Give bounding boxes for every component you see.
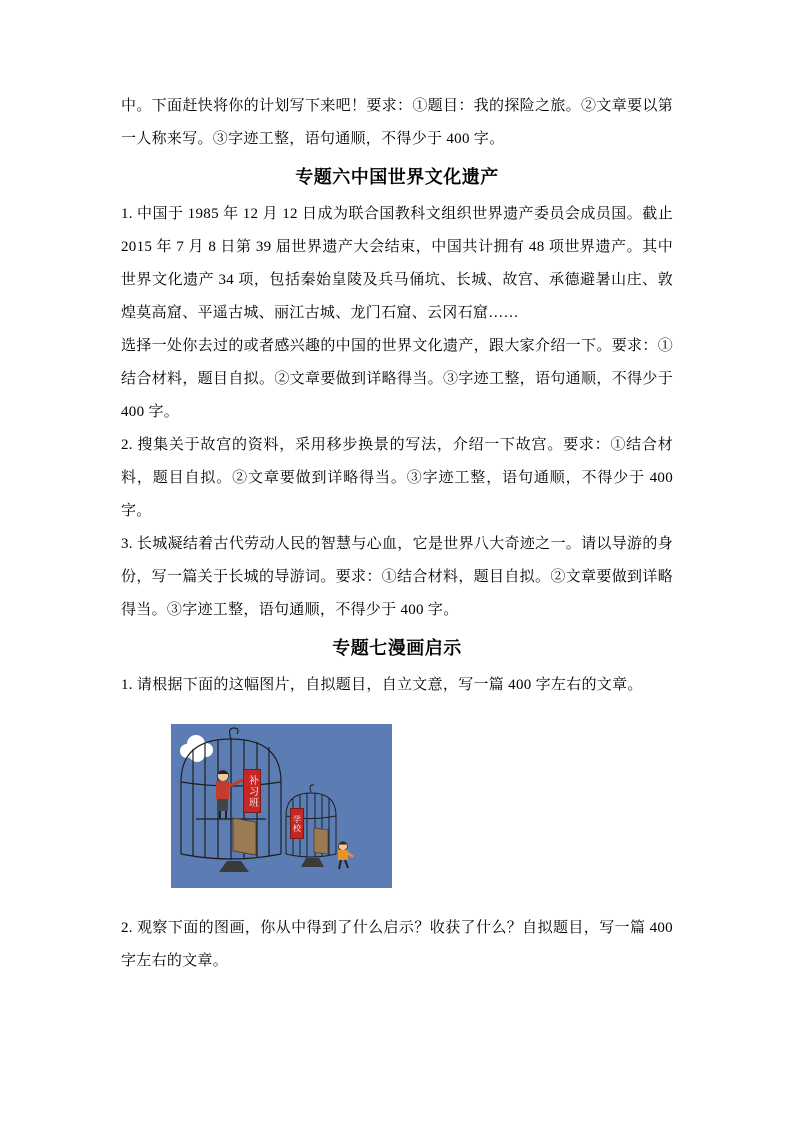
small-cage-pedestal bbox=[301, 858, 324, 867]
section6-title: 专题六中国世界文化遗产 bbox=[295, 167, 499, 187]
section6-paragraph-1: 1. 中国于 1985 年 12 月 12 日成为联合国教科文组织世界遗产委员会成员国。截止 2015 年 7 月 8 日第 39 届世界遗产大会结束，中国共计拥有 48 项世界遗产。其中世界文化遗产 34 项，包括秦始皇陵及兵马俑坑、长城、故宫、承德避暑山庄、敦煌莫高窟、平遥古城、丽江古城、龙门石窟、云冈石窟…… bbox=[121, 206, 673, 321]
cartoon-illustration bbox=[171, 724, 392, 888]
section7-paragraph-2: 2. 观察下面的图画，你从中得到了什么启示？收获了什么？自拟题目，写一篇 400 字左右的文章。 bbox=[121, 920, 673, 969]
paragraph-intro: 中。下面赶快将你的计划写下来吧！要求：①题目：我的探险之旅。②文章要以第一人称来写。③字迹工整，语句通顺，不得少于 400 字。 bbox=[121, 98, 673, 147]
large-birdcage bbox=[181, 728, 281, 860]
caged-person bbox=[216, 771, 243, 820]
large-cage-door bbox=[233, 818, 256, 855]
cram-school-sign: 补习班 bbox=[243, 769, 261, 813]
small-cage-door bbox=[314, 828, 328, 854]
section7-paragraph-1: 1. 请根据下面的这幅图片，自拟题目，自立文意，写一篇 400 字左右的文章。 bbox=[121, 677, 643, 693]
section6-paragraph-3: 2. 搜集关于故宫的资料，采用移步换景的写法，介绍一下故宫。要求：①结合材料，题目自拟。②文章要做到详略得当。③字迹工整，语句通顺，不得少于 400 字。 bbox=[121, 437, 673, 519]
cartoon-line-art bbox=[171, 724, 392, 888]
cloud-icon bbox=[180, 735, 213, 762]
section7-title: 专题七漫画启示 bbox=[332, 638, 462, 658]
section6-paragraph-4: 3. 长城凝结着古代劳动人民的智慧与心血，它是世界八大奇迹之一。请以导游的身份，写一篇关于长城的导游词。要求：①结合材料，题目自拟。②文章要做到详略得当。③字迹工整，语句通顺，不得少于 400 字。 bbox=[121, 536, 673, 618]
large-cage-pedestal bbox=[219, 861, 249, 872]
child-figure bbox=[338, 842, 353, 870]
section6-paragraph-2: 选择一处你去过的或者感兴趣的中国的世界文化遗产，跟大家介绍一下。要求：①结合材料，题目自拟。②文章要做到详略得当。③字迹工整，语句通顺，不得少于 400 字。 bbox=[121, 338, 673, 420]
school-sign: 学校 bbox=[290, 808, 304, 839]
